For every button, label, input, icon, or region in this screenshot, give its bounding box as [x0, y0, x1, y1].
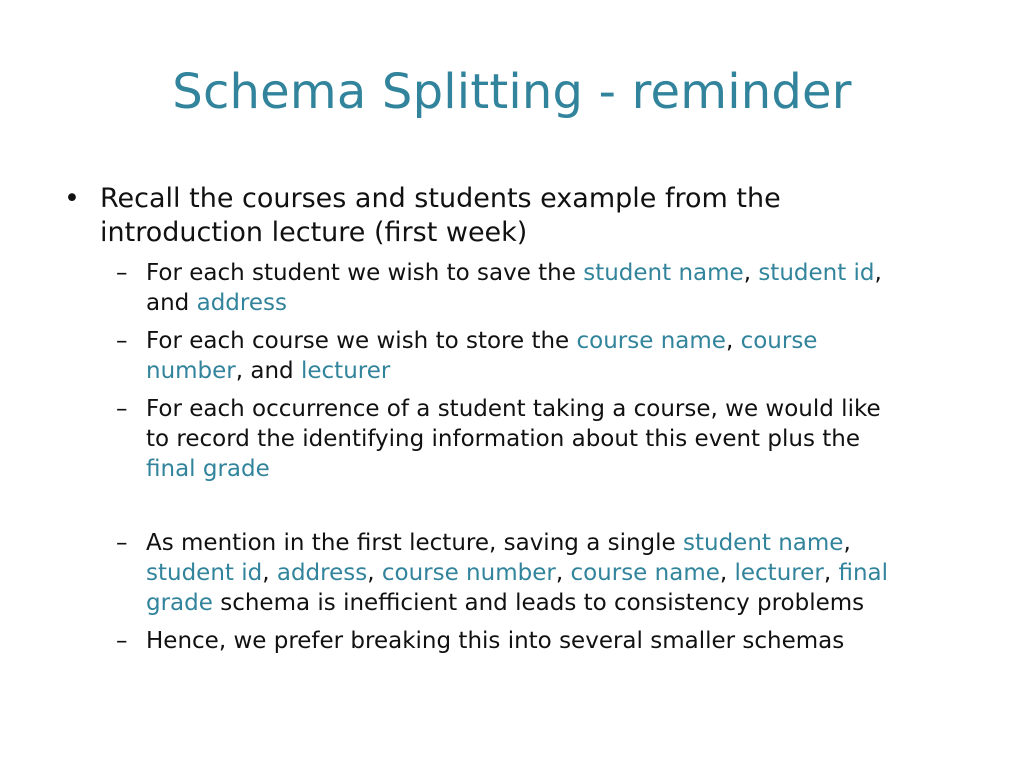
slide-title: Schema Splitting - reminder	[172, 64, 852, 120]
text-segment: As mention in the first lecture, saving a single	[146, 530, 683, 556]
sub-bullet-3	[146, 394, 962, 484]
sub-bullet-5	[146, 626, 962, 656]
text-segment: ,	[367, 560, 382, 586]
text-segment: ,	[874, 260, 882, 286]
highlight-course-number: course	[740, 328, 818, 354]
main-bullet-line-2: introduction lecture (first week)	[100, 217, 528, 248]
highlight-final-grade: final grade	[146, 456, 270, 482]
sub-bullet-4-line-3	[146, 588, 962, 618]
sub-bullet-3-line-1: For each occurrence of a student taking a course, we would like	[146, 396, 881, 422]
text-segment: and	[146, 290, 197, 316]
dash-marker-1: –	[116, 260, 128, 286]
sub-bullet-2	[146, 326, 962, 386]
highlight-final-grade: final	[838, 560, 889, 586]
highlight-address: address	[196, 290, 287, 316]
highlight-address: address	[276, 560, 368, 586]
highlight-student-name: student name	[583, 260, 744, 286]
highlight-student-name: student name	[683, 530, 844, 556]
highlight-final-grade: grade	[146, 590, 213, 616]
sub-bullet-4-line-2	[146, 558, 962, 588]
main-bullet	[100, 182, 960, 250]
main-bullet-line-1: Recall the courses and students example from the	[100, 183, 781, 214]
sub-bullet-3-line-2: to record the identifying information about this event plus the	[146, 426, 860, 452]
highlight-course-name: course name	[576, 328, 726, 354]
dash-marker-4: –	[116, 530, 128, 556]
text-segment: ,	[262, 560, 277, 586]
sub-bullet-1	[146, 258, 962, 318]
sub-bullet-2-line-1	[146, 326, 962, 356]
text-segment: ,	[843, 530, 851, 556]
highlight-lecturer: lecturer	[734, 560, 824, 586]
dash-marker-5: –	[116, 628, 128, 654]
text-segment: , and	[235, 358, 301, 384]
highlight-course-number: course number	[381, 560, 556, 586]
highlight-course-number: number	[146, 358, 236, 384]
dash-marker-2: –	[116, 328, 128, 354]
text-segment: ,	[823, 560, 839, 586]
sub-bullet-5-line-1: Hence, we prefer breaking this into several smaller schemas	[146, 628, 845, 654]
sub-bullet-1-line-1	[146, 258, 962, 288]
sub-bullet-1-line-2	[146, 288, 962, 318]
sub-bullet-4	[146, 528, 962, 618]
text-segment: ,	[725, 328, 741, 354]
text-segment: For each course we wish to store the	[146, 328, 577, 354]
highlight-lecturer: lecturer	[300, 358, 391, 384]
sub-bullet-4-line-1	[146, 528, 962, 558]
highlight-student-id: student id	[758, 260, 875, 286]
text-segment: ,	[719, 560, 735, 586]
text-segment: ,	[743, 260, 759, 286]
highlight-student-id: student id	[146, 560, 263, 586]
highlight-course-name: course name	[570, 560, 720, 586]
dash-marker-3: –	[116, 396, 128, 422]
sub-bullet-2-line-2	[146, 356, 962, 386]
text-segment: ,	[555, 560, 571, 586]
text-segment: For each student we wish to save the	[146, 260, 584, 286]
text-segment: schema is inefficient and leads to consistency problems	[212, 590, 865, 616]
bullet-marker: •	[64, 183, 80, 214]
